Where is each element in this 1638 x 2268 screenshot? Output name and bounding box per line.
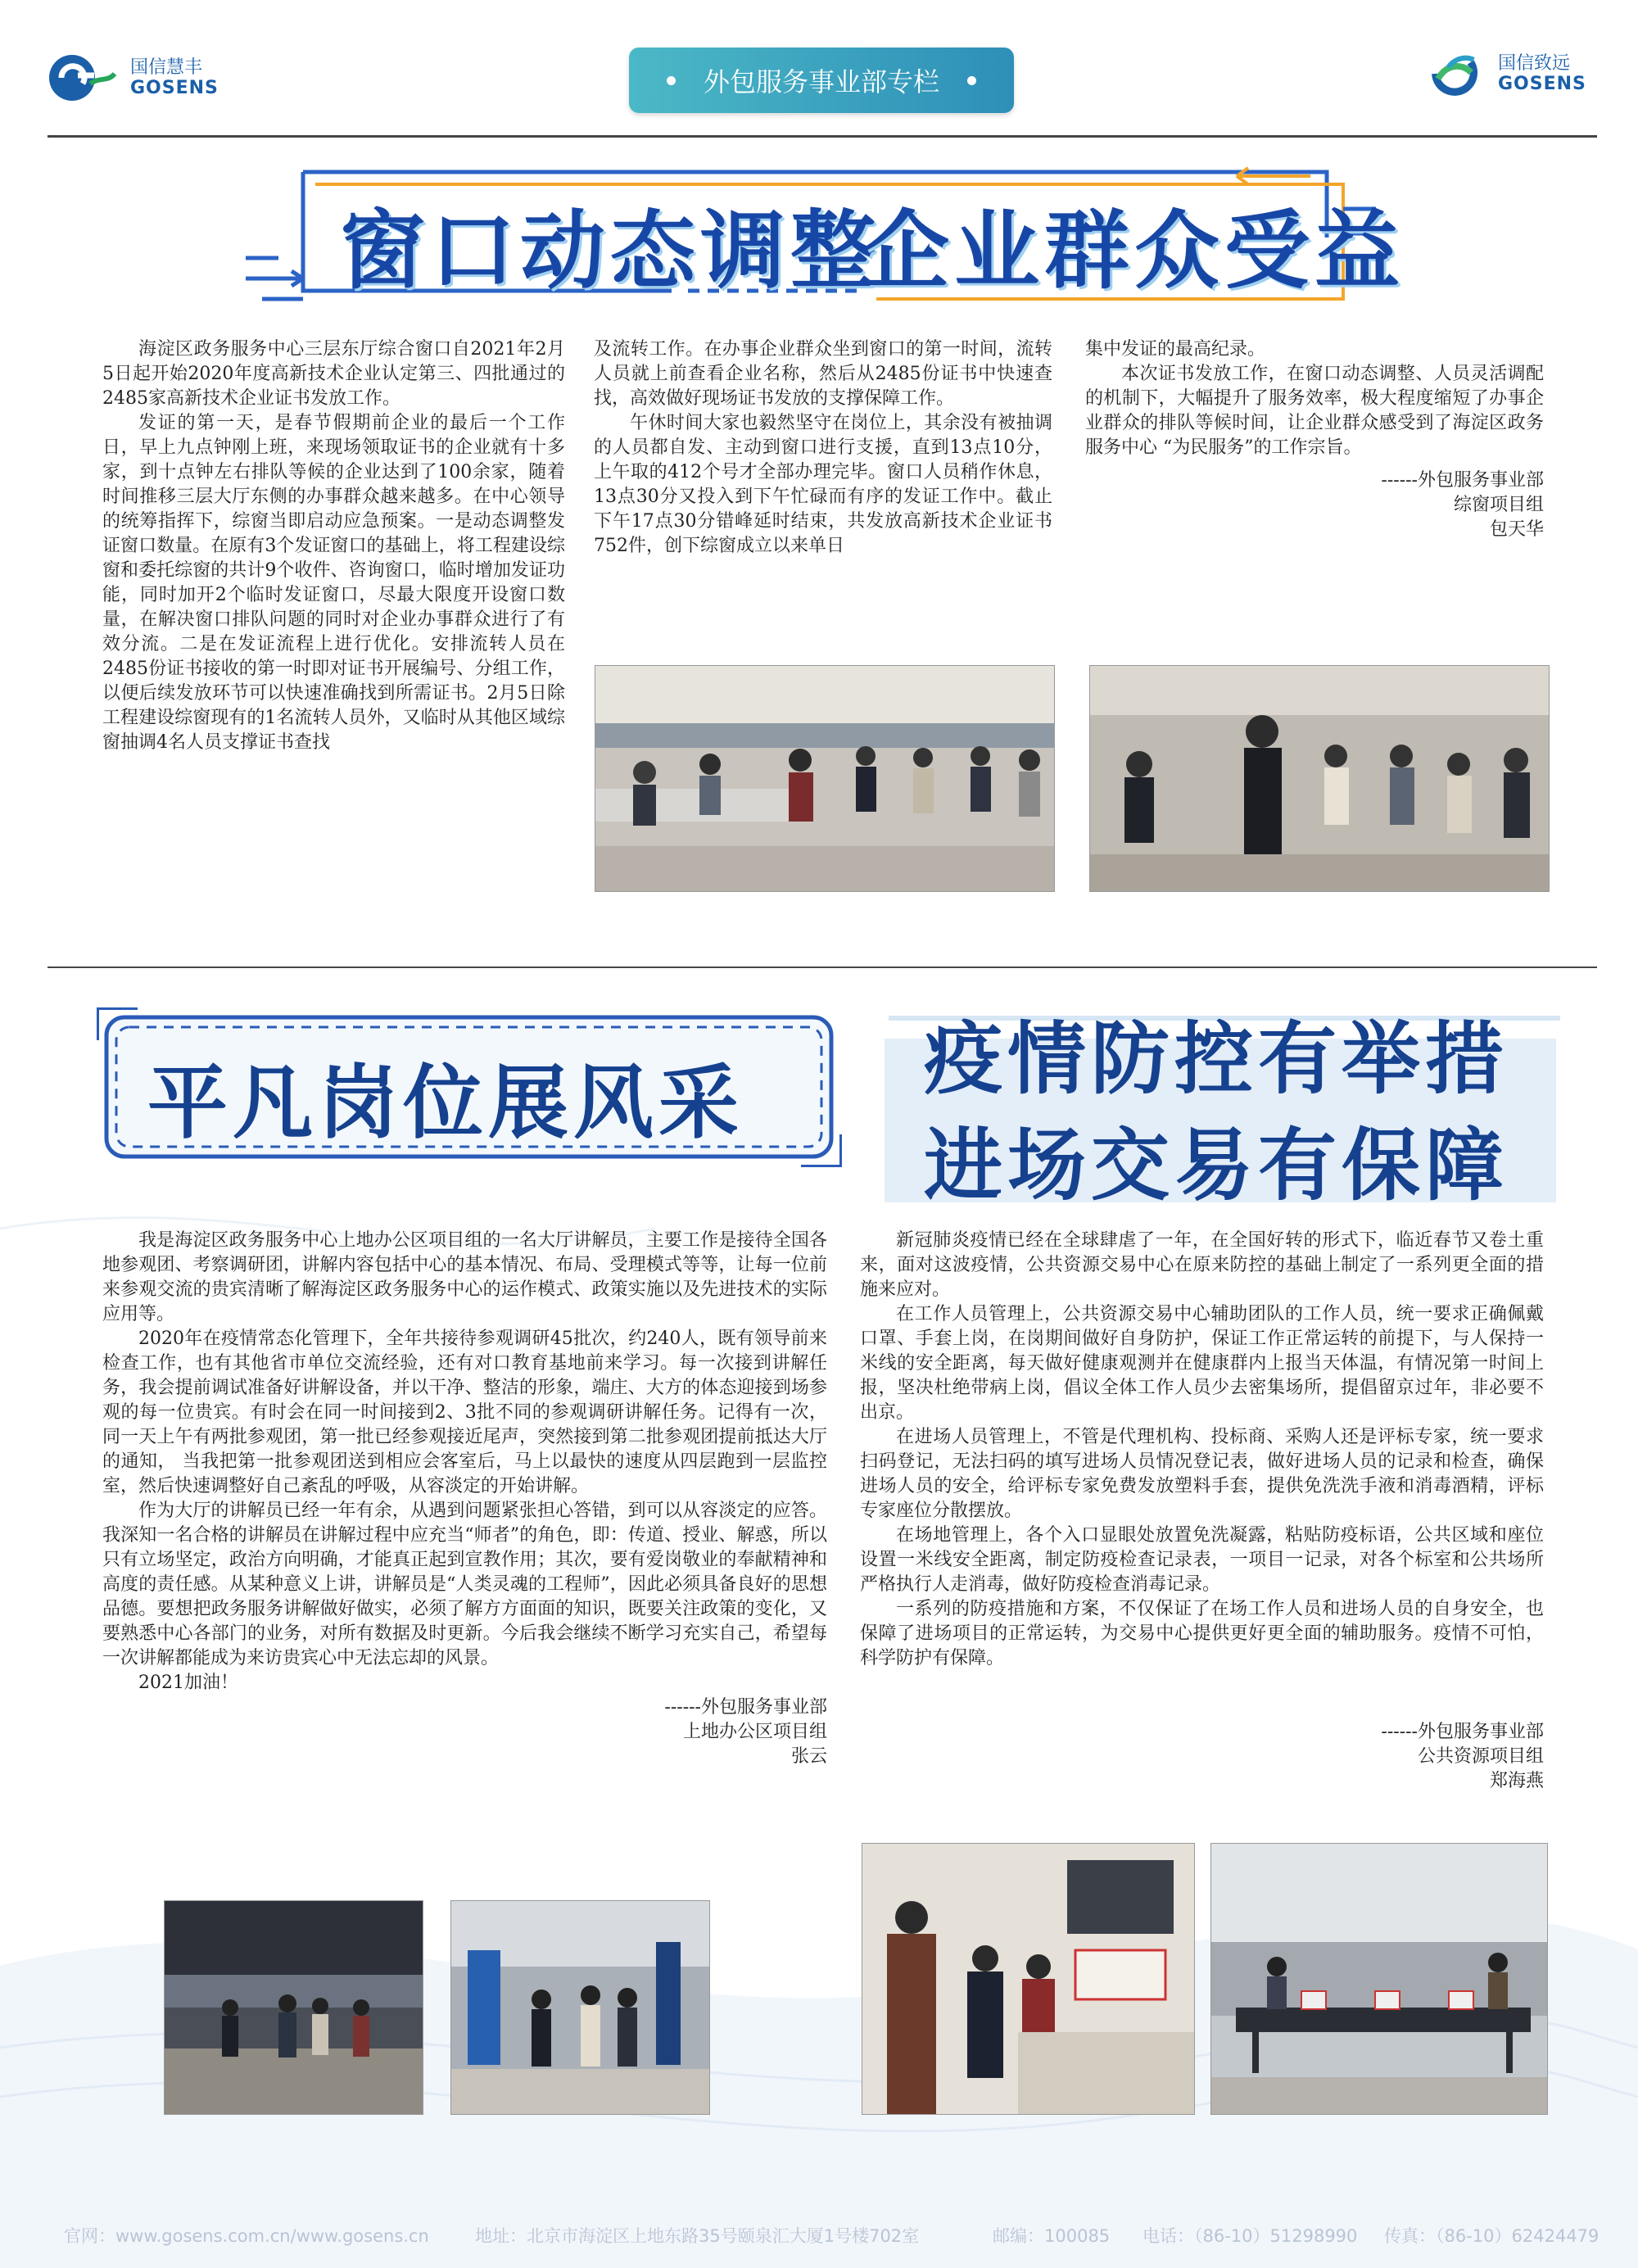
- signature-line: 包天华: [1489, 519, 1544, 540]
- article1-column-3: [1085, 337, 1544, 542]
- signature-line: 郑海燕: [1489, 1771, 1544, 1791]
- article3-title-line1: 疫情防控有举措: [924, 1012, 1509, 1105]
- signature-line: 上地办公区项目组: [682, 1722, 827, 1742]
- article1-title-part1: 窗口动态调整: [340, 201, 881, 301]
- photo-entrance-registration: [862, 1843, 1195, 2115]
- paragraph: 午休时间大家也毅然坚守在岗位上，其余没有被抽调的人员都自发、主动到窗口进行支援，直到13点10分，上午取的412个号才全部办理完毕。窗口人员稍作休息，13点30分又投入到下午忙碌而有序的发证工作中。截止下午17点30分错峰延时结束，共发放高新技术企业证书752件，创下综窗成立以来单日: [594, 413, 1052, 556]
- footer-postcode: 邮编：100085: [993, 2226, 1111, 2246]
- photo-guided-tour: [450, 1900, 710, 2115]
- column-title: 外包服务事业部专栏: [703, 66, 939, 97]
- paragraph: 在工作人员管理上，公共资源交易中心辅助团队的工作人员，统一要求正确佩戴口罩、手套上岗，在岗期间做好自身防护，保证工作正常运转的前提下，与人保持一米线的安全距离，每天做好健康观测并在健康群内上报当天体温，有情况第一时间上报，坚决杜绝带病上岗，倡议全体工作人员少去密集场所，提倡留京过年，非必要不出京。: [860, 1304, 1544, 1423]
- signature-line: 张云: [790, 1746, 827, 1767]
- paragraph: 及流转工作。在办事企业群众坐到窗口的第一时间，流转人员就上前查看企业名称，然后从2485份证书中快速查找，高效做好现场证书发放的支撑保障工作。: [594, 339, 1052, 409]
- photo-waiting-crowd: [1089, 665, 1550, 892]
- left-logo: [45, 51, 219, 105]
- photo-lobby-visitors: [164, 1900, 423, 2115]
- paragraph: 集中发证的最高纪录。: [1085, 339, 1266, 360]
- article3-body: [860, 1229, 1544, 1794]
- footer-phone: 电话：（86-10）51298990: [1143, 2226, 1358, 2246]
- paragraph: 2020年在疫情常态化管理下，全年共接待参观调研45批次，约240人，既有领导前来检查工作，也有其他省市单位交流经验，还有对口教育基地前来学习。每一次接到讲解任务，我会提前调试准备好讲解设备，并以干净、整洁的形象，端庄、大方的体态迎接到场参观的每一位贵宾。有时会在同一时间接到2、3批不同的参观调研讲解任务。记得有一次，同一天上午有两批参观团，第一批已经参观接近尾声，突然接到第二批参观团提前抵达大厅的通知， 当我把第一批参观团送到相应会客室后，马上以最快的速度从四层跑到一层监控室，然后快速调整好自己紊乱的呼吸，从容淡定的开始讲解。: [102, 1329, 827, 1496]
- photo-service-hall-queue: [595, 665, 1055, 892]
- paragraph: 海淀区政务服务中心三层东厅综合窗口自2021年2月5日起开始2020年度高新技术企业认定第三、四批通过的2485家高新技术企业证书发放工作。: [102, 339, 565, 409]
- column-title-banner: [629, 48, 1014, 113]
- section-divider: [48, 967, 1597, 968]
- header-rule: [48, 135, 1597, 138]
- article1-column-2: [594, 337, 1052, 559]
- article1-column-1: [102, 337, 565, 755]
- left-logo-en: GOSENS: [130, 78, 219, 98]
- paragraph: 一系列的防疫措施和方案，不仅保证了在场工作人员和进场人员的自身安全，也保障了进场项目的正常运转，为交易中心提供更好更全面的辅助服务。疫情不可怕，科学防护有保障。: [860, 1599, 1544, 1668]
- footer-fax: 传真：（86-10）62424479: [1384, 2226, 1600, 2246]
- bullet-dot-icon: [667, 76, 676, 85]
- paragraph: 2021加油！: [138, 1673, 238, 1693]
- paragraph: 新冠肺炎疫情已经在全球肆虐了一年，在全国好转的形式下，临近春节又卷土重来，面对这波疫情，公共资源交易中心在原来防控的基础上制定了一系列更全面的措施来应对。: [860, 1230, 1544, 1300]
- gosens-zhiyuan-logo-icon: [1429, 41, 1486, 106]
- signature-line: 综窗项目组: [1453, 495, 1544, 515]
- paragraph: 在场地管理上，各个入口显眼处放置免洗凝露，粘贴防疫标语，公共区域和座位设置一米线安全距离，制定防疫检查记录表，一项目一记录，对各个标室和公共场所严格执行人走消毒，做好防疫检查消毒记录。: [860, 1525, 1544, 1595]
- paragraph: 发证的第一天，是春节假期前企业的最后一个工作日，早上九点钟刚上班，来现场领取证书的企业就有十多家，到十点钟左右排队等候的企业达到了100余家，随着时间推移三层大厅东侧的办事群众越来越多。在中心领导的统筹指挥下，综窗当即启动应急预案。一是动态调整发证窗口数量。在原有3个发证窗口的基础上，将工程建设综窗和委托综窗的共计9个收件、咨询窗口，临时增加发证功能，同时加开2个临时发证窗口，尽最大限度开设窗口数量，在解决窗口排队问题的同时对企业办事群众进行了有效分流。二是在发证流程上进行优化。安排流转人员在2485份证书接收的第一时即对证书开展编号、分组工作，以便后续发放环节可以快速准确找到所需证书。2月5日除工程建设综窗现有的1名流转人员外，又临时从其他区域综窗抽调4名人员支撑证书查找: [102, 413, 565, 753]
- article3-title-line2: 进场交易有保障: [924, 1119, 1509, 1211]
- signature-line: ------外包服务事业部: [664, 1697, 827, 1718]
- footer: [0, 2203, 1638, 2268]
- paragraph: 本次证书发放工作，在窗口动态调整、人员灵活调配的机制下，大幅提升了服务效率，极大程度缩短了办事企业群众的排队等候时间，让企业群众感受到了海淀区政务服务中心 “为民服务”的工作宗旨。: [1085, 364, 1544, 458]
- left-logo-cn: 国信慧丰: [130, 57, 203, 78]
- right-logo-cn: 国信致远: [1498, 52, 1571, 74]
- photo-distanced-seating: [1210, 1843, 1548, 2115]
- paragraph: 在进场人员管理上，不管是代理机构、投标商、采购人还是评标专家，统一要求扫码登记，无法扫码的填写进场人员情况登记表，做好进场人员的记录和检查，确保进场人员的安全，给评标专家免费发放塑料手套，提供免洗洗手液和消毒酒精，评标专家座位分散摆放。: [860, 1427, 1544, 1521]
- article2-body: [102, 1229, 827, 1769]
- article1-title-part2: 企业群众受益: [864, 201, 1405, 301]
- paragraph: 我是海淀区政务服务中心上地办公区项目组的一名大厅讲解员，主要工作是接待全国各地参观团、考察调研团，讲解内容包括中心的基本情况、布局、受理模式等等，让每一位前来参观交流的贵宾清晰了解海淀区政务服务中心的运作模式、政策实施以及先进技术的实际应用等。: [102, 1230, 827, 1324]
- footer-address: 地址：北京市海淀区上地东路35号颐泉汇大厦1号楼702室: [475, 2226, 920, 2246]
- signature-line: 公共资源项目组: [1417, 1746, 1544, 1767]
- footer-website: 官网：www.gosens.com.cn/www.gosens.cn: [64, 2226, 429, 2246]
- gosens-logo-icon: [45, 51, 119, 105]
- signature-line: ------外包服务事业部: [1381, 470, 1544, 491]
- right-logo-en: GOSENS: [1498, 74, 1586, 94]
- right-logo: [1429, 41, 1586, 106]
- bullet-dot-icon: [967, 76, 976, 85]
- signature-line: ------外包服务事业部: [1381, 1722, 1544, 1742]
- article2-title: 平凡岗位展风采: [147, 1056, 744, 1150]
- paragraph: 作为大厅的讲解员已经一年有余，从遇到问题紧张担心答错，到可以从容淡定的应答。我深知一名合格的讲解员在讲解过程中应充当“师者”的角色，即：传道、授业、解惑，所以只有立场坚定，政治方向明确，才能真正起到宣教作用；其次，要有爱岗敬业的奉献精神和高度的责任感。从某种意义上讲，讲解员是“人类灵魂的工程师”，因此必须具备良好的思想品德。要想把政务服务讲解做好做实，必须了解方方面面的知识，既要关注政策的变化，又要熟悉中心各部门的业务，对所有数据及时更新。今后我会继续不断学习充实自己，希望每一次讲解都能成为来访贵宾心中无法忘却的风景。: [102, 1501, 827, 1668]
